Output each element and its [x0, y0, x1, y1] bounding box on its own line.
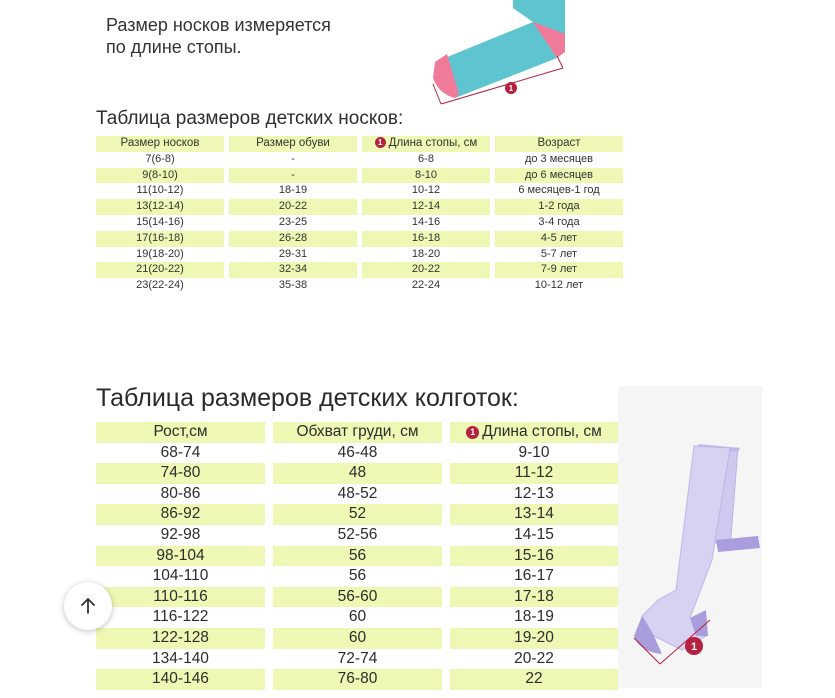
table-cell: 56: [273, 546, 442, 567]
table-row: [96, 546, 618, 567]
table-cell: 7-9 лет: [495, 262, 623, 278]
table-cell: 60: [348, 608, 367, 626]
header-chest: Обхват груди, см: [273, 422, 442, 443]
table-cell: 5-7 лет: [495, 247, 623, 263]
table-row: [96, 525, 618, 546]
table-cell: 4-5 лет: [495, 231, 623, 247]
table-cell: 18-19: [514, 608, 554, 626]
header-foot-length: [450, 422, 618, 443]
table-row: [96, 566, 618, 587]
marker-icon: 1: [466, 426, 479, 439]
table-row: [96, 504, 618, 525]
table-cell: 23-25: [229, 215, 357, 231]
table-cell: 46-48: [337, 443, 378, 461]
tights-marker-label: 1: [690, 641, 698, 653]
header-shoe-size: Размер обуви: [229, 136, 357, 152]
table-cell: 9(8-10): [96, 168, 224, 184]
table-cell: 104-110: [152, 567, 209, 585]
table-row: [96, 649, 618, 670]
table-row: [96, 484, 618, 505]
table-cell: 134-140: [152, 649, 209, 667]
table-cell: 1-2 года: [495, 199, 623, 215]
table-cell: 48-52: [337, 484, 378, 502]
table-cell: 20-22: [229, 199, 357, 215]
table-cell: до 6 месяцев: [495, 168, 623, 184]
table-cell: 116-122: [152, 608, 209, 626]
arrow-up-icon: [79, 597, 97, 615]
table-cell: 76-80: [273, 669, 442, 690]
table-cell: 35-38: [229, 278, 357, 294]
table-cell: 17-18: [450, 587, 618, 608]
table-cell: 23(22-24): [96, 278, 224, 294]
table-cell: 32-34: [229, 262, 357, 278]
table-cell: 16-18: [362, 231, 490, 247]
table-cell: 14-15: [514, 525, 554, 543]
table-cell: 60: [273, 628, 442, 649]
table-cell: -: [229, 168, 357, 184]
table-row: [96, 669, 618, 690]
table-row: [96, 247, 628, 263]
table-cell: 9-10: [518, 443, 550, 461]
table-cell: 21(20-22): [96, 262, 224, 278]
tights-size-table: [96, 422, 618, 690]
scroll-to-top-button[interactable]: [64, 582, 112, 630]
table-cell: до 3 месяцев: [495, 152, 623, 168]
socks-intro: [106, 14, 331, 58]
table-cell: 10-12: [362, 183, 490, 199]
table-cell: 72-74: [337, 649, 378, 667]
table-cell: 10-12 лет: [495, 278, 623, 294]
table-cell: 17(16-18): [96, 231, 224, 247]
table-cell: 26-28: [229, 231, 357, 247]
table-cell: 15-16: [450, 546, 618, 567]
table-cell: 48: [273, 463, 442, 484]
measure-marker-label: 1: [508, 84, 514, 93]
table-cell: 20-22: [362, 262, 490, 278]
table-cell: 19(18-20): [96, 247, 224, 263]
table-cell: 6-8: [362, 152, 490, 168]
table-row: [96, 443, 618, 464]
table-row: [96, 199, 628, 215]
table-cell: 13(12-14): [96, 199, 224, 215]
table-row: [96, 628, 618, 649]
tights-table-title: Таблица размеров детских колготок:: [96, 384, 519, 412]
table-cell: 140-146: [96, 669, 265, 690]
table-row: [96, 152, 628, 168]
table-row: [96, 215, 628, 231]
table-cell: 18-19: [229, 183, 357, 199]
table-cell: 13-14: [450, 504, 618, 525]
table-cell: 52: [273, 504, 442, 525]
table-cell: -: [229, 152, 357, 168]
table-cell: 68-74: [160, 443, 201, 461]
table-cell: 8-10: [362, 168, 490, 184]
socks-size-table: [96, 136, 628, 294]
table-cell: 52-56: [337, 525, 378, 543]
header-sock-size: Размер носков: [96, 136, 224, 152]
table-cell: 92-98: [160, 525, 201, 543]
table-cell: 15(14-16): [96, 215, 224, 231]
table-cell: 12-14: [362, 199, 490, 215]
table-row: [96, 168, 628, 184]
table-row: [96, 607, 618, 628]
header-foot-length: [362, 136, 490, 152]
table-row: [96, 231, 628, 247]
table-cell: 6 месяцев-1 год: [495, 183, 623, 199]
header-age: Возраст: [495, 136, 623, 152]
table-cell: 22-24: [362, 278, 490, 294]
table-row: [96, 262, 628, 278]
table-cell: 14-16: [362, 215, 490, 231]
table-cell: 19-20: [450, 628, 618, 649]
table-cell: 3-4 года: [495, 215, 623, 231]
table-cell: 56-60: [273, 587, 442, 608]
table-header-row: [96, 136, 628, 152]
socks-intro-line2: по длине стопы.: [106, 37, 242, 57]
table-cell: 12-13: [514, 484, 554, 502]
table-cell: 86-92: [96, 504, 265, 525]
header-foot-length-label: Длина стопы, см: [388, 137, 478, 149]
table-cell: 74-80: [96, 463, 265, 484]
table-row: [96, 183, 628, 199]
table-header-row: [96, 422, 618, 443]
tights-illustration: [618, 440, 768, 670]
table-cell: 20-22: [514, 649, 554, 667]
table-cell: 80-86: [160, 484, 201, 502]
table-row: [96, 587, 618, 608]
table-cell: 22: [450, 669, 618, 690]
table-cell: 56: [348, 567, 367, 585]
header-foot-length-label: Длина стопы, см: [482, 423, 602, 440]
table-cell: 110-116: [96, 587, 265, 608]
table-cell: 98-104: [96, 546, 265, 567]
sock-illustration: [425, 0, 575, 118]
socks-table-title: Таблица размеров детских носков:: [96, 108, 404, 129]
table-cell: 7(6-8): [96, 152, 224, 168]
table-cell: 11-12: [450, 463, 618, 484]
table-row: [96, 463, 618, 484]
table-cell: 29-31: [229, 247, 357, 263]
marker-icon: 1: [375, 137, 386, 148]
table-cell: 16-17: [514, 567, 554, 585]
table-cell: 18-20: [362, 247, 490, 263]
socks-intro-line1: Размер носков измеряется: [106, 15, 331, 35]
header-height: Рост,см: [96, 422, 265, 443]
table-cell: 122-128: [96, 628, 265, 649]
table-row: [96, 278, 628, 294]
table-cell: 11(10-12): [96, 183, 224, 199]
